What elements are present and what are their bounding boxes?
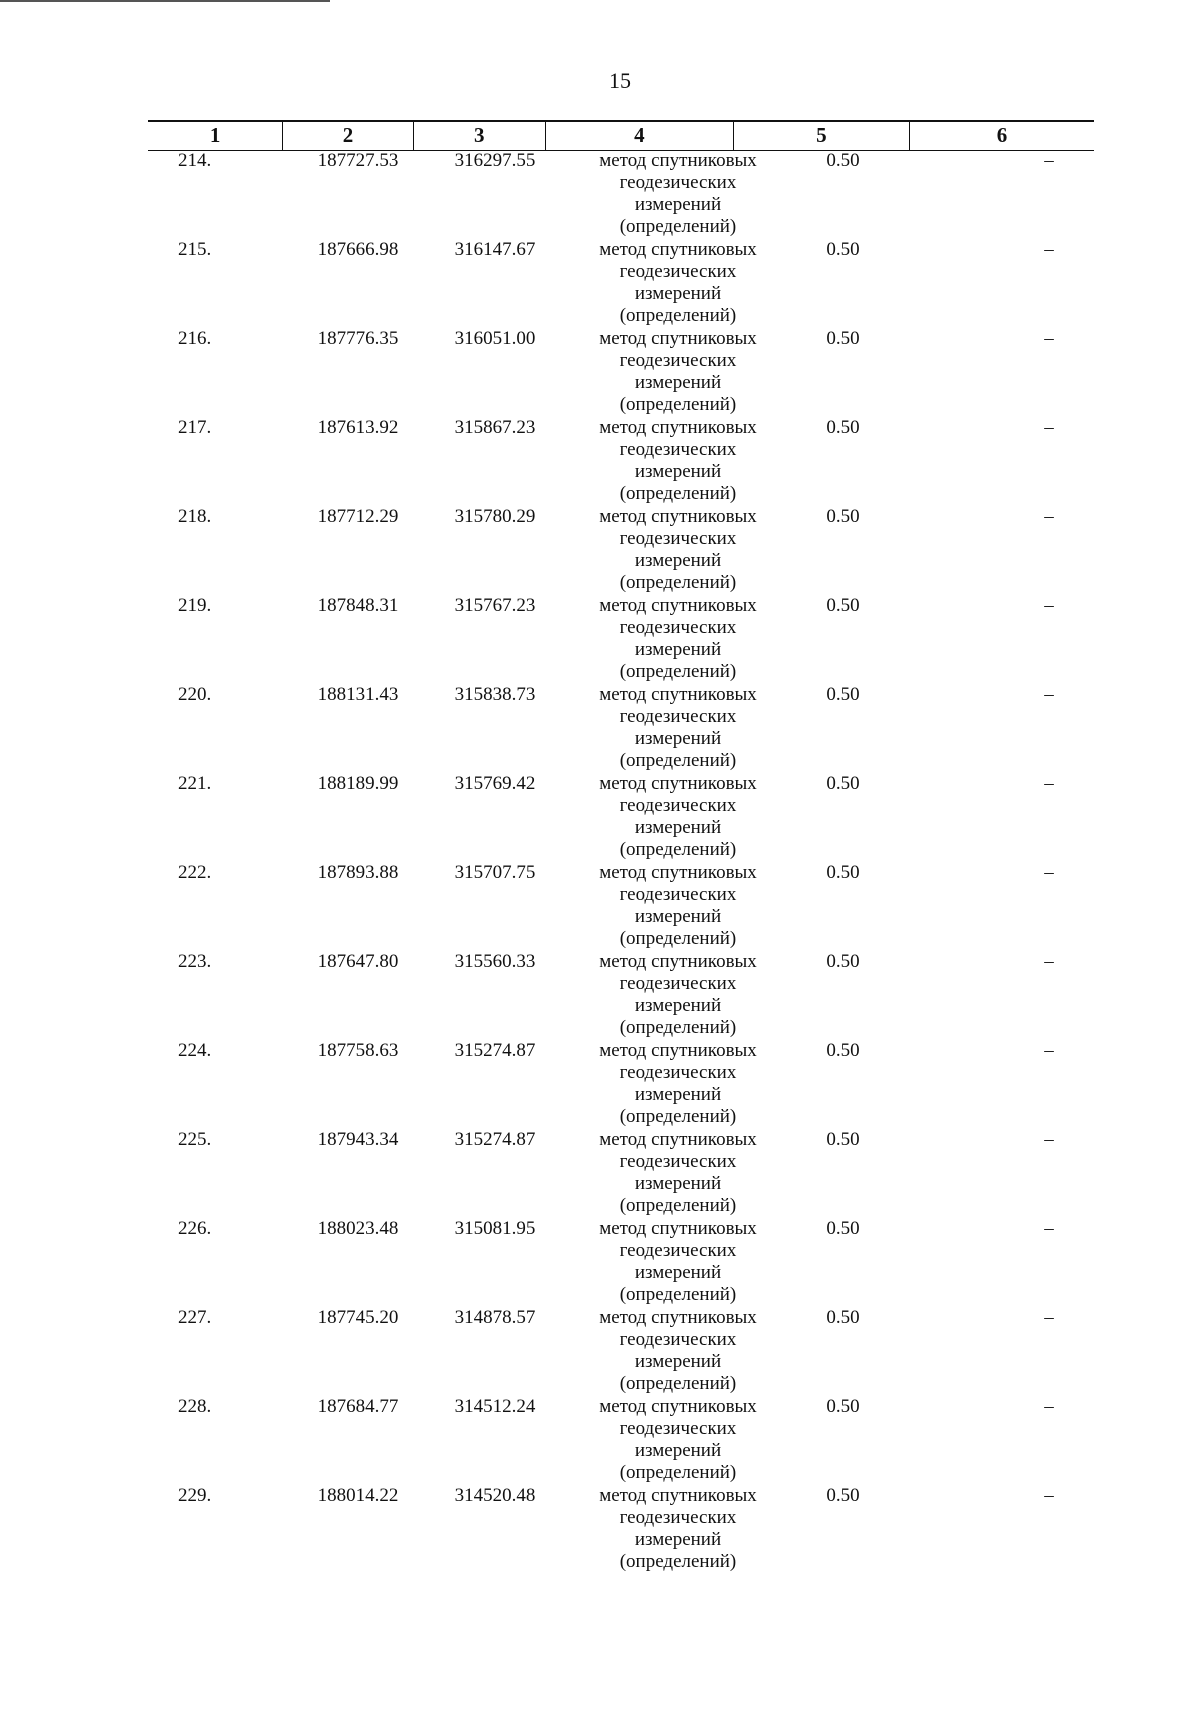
coordinate-x: 187666.98: [317, 239, 399, 260]
point-number: 214.: [178, 150, 212, 171]
method-line: (определений): [619, 1462, 737, 1483]
method-line: геодезических: [619, 1418, 737, 1439]
method-line: метод спутниковых: [599, 595, 757, 616]
coordinate-x: 187776.35: [317, 328, 399, 349]
note-dash: –: [1044, 239, 1054, 260]
coordinate-x: 187712.29: [317, 506, 399, 527]
coordinate-x: 187745.20: [317, 1307, 399, 1328]
coordinate-y: 315707.75: [454, 862, 536, 883]
column-header-6: 6: [909, 122, 1094, 150]
method-line: геодезических: [619, 617, 737, 638]
method-line: метод спутниковых: [599, 773, 757, 794]
point-number: 221.: [178, 773, 212, 794]
method-line: геодезических: [619, 1240, 737, 1261]
method-line: метод спутниковых: [599, 239, 757, 260]
accuracy-value: 0.50: [826, 1307, 860, 1328]
method-cell: [568, 1307, 788, 1395]
table-row: [148, 1485, 1094, 1574]
method-line: метод спутниковых: [599, 1396, 757, 1417]
accuracy-value: 0.50: [826, 417, 860, 438]
method-line: (определений): [619, 839, 737, 860]
table-row: [148, 417, 1094, 506]
method-cell: [568, 773, 788, 861]
coordinate-y: 315274.87: [454, 1040, 536, 1061]
method-line: измерений: [634, 1529, 722, 1550]
method-line: метод спутниковых: [599, 1040, 757, 1061]
accuracy-value: 0.50: [826, 1129, 860, 1150]
coordinate-y: 315081.95: [454, 1218, 536, 1239]
coordinate-y: 315769.42: [454, 773, 536, 794]
coordinate-x: 187943.34: [317, 1129, 399, 1150]
method-line: геодезических: [619, 1329, 737, 1350]
method-line: измерений: [634, 372, 722, 393]
table-row: [148, 328, 1094, 417]
method-line: измерений: [634, 283, 722, 304]
method-line: метод спутниковых: [599, 417, 757, 438]
accuracy-value: 0.50: [826, 1396, 860, 1417]
method-line: метод спутниковых: [599, 1218, 757, 1239]
method-line: измерений: [634, 1173, 722, 1194]
coordinate-y: 314512.24: [454, 1396, 536, 1417]
method-cell: [568, 417, 788, 505]
accuracy-value: 0.50: [826, 1485, 860, 1506]
method-line: (определений): [619, 1106, 737, 1127]
table-row: [148, 150, 1094, 239]
point-number: 227.: [178, 1307, 212, 1328]
note-dash: –: [1044, 773, 1054, 794]
point-number: 219.: [178, 595, 212, 616]
accuracy-value: 0.50: [826, 506, 860, 527]
table-body: [148, 150, 1094, 1574]
accuracy-value: 0.50: [826, 1218, 860, 1239]
accuracy-value: 0.50: [826, 239, 860, 260]
method-line: измерений: [634, 906, 722, 927]
table-row: [148, 1040, 1094, 1129]
method-line: измерений: [634, 1084, 722, 1105]
point-number: 225.: [178, 1129, 212, 1150]
note-dash: –: [1044, 862, 1054, 883]
coordinate-y: 316147.67: [454, 239, 536, 260]
table-row: [148, 773, 1094, 862]
method-line: метод спутниковых: [599, 1129, 757, 1150]
note-dash: –: [1044, 1040, 1054, 1061]
point-number: 215.: [178, 239, 212, 260]
coordinate-x: 188014.22: [317, 1485, 399, 1506]
accuracy-value: 0.50: [826, 150, 860, 171]
point-number: 222.: [178, 862, 212, 883]
method-line: измерений: [634, 1351, 722, 1372]
accuracy-value: 0.50: [826, 773, 860, 794]
accuracy-value: 0.50: [826, 862, 860, 883]
method-line: геодезических: [619, 528, 737, 549]
table-row: [148, 1396, 1094, 1485]
note-dash: –: [1044, 595, 1054, 616]
coordinate-x: 188131.43: [317, 684, 399, 705]
method-cell: [568, 595, 788, 683]
table-row: [148, 1307, 1094, 1396]
coordinate-y: 314520.48: [454, 1485, 536, 1506]
note-dash: –: [1044, 1485, 1054, 1506]
method-line: (определений): [619, 928, 737, 949]
table-row: [148, 239, 1094, 328]
point-number: 216.: [178, 328, 212, 349]
method-line: измерений: [634, 1262, 722, 1283]
method-line: геодезических: [619, 439, 737, 460]
coordinate-y: 315867.23: [454, 417, 536, 438]
method-cell: [568, 684, 788, 772]
method-line: метод спутниковых: [599, 150, 757, 171]
method-cell: [568, 1396, 788, 1484]
coordinate-y: 315838.73: [454, 684, 536, 705]
table-header: [148, 120, 1094, 151]
coordinate-x: 187848.31: [317, 595, 399, 616]
method-cell: [568, 1040, 788, 1128]
column-header-4: 4: [545, 122, 733, 150]
method-line: геодезических: [619, 350, 737, 371]
method-line: геодезических: [619, 884, 737, 905]
coordinate-x: 187727.53: [317, 150, 399, 171]
method-line: геодезических: [619, 1507, 737, 1528]
method-line: геодезических: [619, 172, 737, 193]
method-cell: [568, 239, 788, 327]
table-row: [148, 1129, 1094, 1218]
coordinate-y: 315560.33: [454, 951, 536, 972]
method-line: (определений): [619, 216, 737, 237]
point-number: 218.: [178, 506, 212, 527]
method-line: (определений): [619, 1551, 737, 1572]
method-line: геодезических: [619, 706, 737, 727]
method-cell: [568, 1129, 788, 1217]
table-row: [148, 1218, 1094, 1307]
accuracy-value: 0.50: [826, 328, 860, 349]
accuracy-value: 0.50: [826, 684, 860, 705]
method-cell: [568, 1218, 788, 1306]
note-dash: –: [1044, 328, 1054, 349]
method-cell: [568, 506, 788, 594]
method-line: геодезических: [619, 261, 737, 282]
method-line: измерений: [634, 461, 722, 482]
table-row: [148, 684, 1094, 773]
note-dash: –: [1044, 951, 1054, 972]
coordinate-x: 187613.92: [317, 417, 399, 438]
method-line: измерений: [634, 995, 722, 1016]
method-line: геодезических: [619, 1062, 737, 1083]
note-dash: –: [1044, 1129, 1054, 1150]
coordinate-x: 188189.99: [317, 773, 399, 794]
method-line: (определений): [619, 1195, 737, 1216]
method-line: геодезических: [619, 1151, 737, 1172]
accuracy-value: 0.50: [826, 951, 860, 972]
method-line: метод спутниковых: [599, 1307, 757, 1328]
method-line: геодезических: [619, 795, 737, 816]
table-row: [148, 951, 1094, 1040]
method-line: метод спутниковых: [599, 506, 757, 527]
method-line: метод спутниковых: [599, 684, 757, 705]
accuracy-value: 0.50: [826, 1040, 860, 1061]
method-line: метод спутниковых: [599, 862, 757, 883]
method-line: измерений: [634, 817, 722, 838]
method-line: (определений): [619, 750, 737, 771]
method-line: (определений): [619, 1284, 737, 1305]
top-rule: [0, 0, 330, 2]
method-cell: [568, 1485, 788, 1573]
coordinate-y: 315767.23: [454, 595, 536, 616]
point-number: 220.: [178, 684, 212, 705]
method-line: измерений: [634, 1440, 722, 1461]
method-line: (определений): [619, 572, 737, 593]
point-number: 217.: [178, 417, 212, 438]
method-line: метод спутниковых: [599, 951, 757, 972]
coordinate-y: 314878.57: [454, 1307, 536, 1328]
method-cell: [568, 951, 788, 1039]
coordinate-y: 316297.55: [454, 150, 536, 171]
coordinate-y: 315780.29: [454, 506, 536, 527]
coordinate-x: 187647.80: [317, 951, 399, 972]
method-cell: [568, 862, 788, 950]
accuracy-value: 0.50: [826, 595, 860, 616]
note-dash: –: [1044, 506, 1054, 527]
method-line: метод спутниковых: [599, 1485, 757, 1506]
method-line: (определений): [619, 1373, 737, 1394]
coordinate-y: 316051.00: [454, 328, 536, 349]
method-line: (определений): [619, 661, 737, 682]
column-header-1: 1: [209, 123, 221, 147]
note-dash: –: [1044, 1218, 1054, 1239]
point-number: 229.: [178, 1485, 212, 1506]
method-line: (определений): [619, 305, 737, 326]
coordinate-x: 188023.48: [317, 1218, 399, 1239]
coordinate-y: 315274.87: [454, 1129, 536, 1150]
note-dash: –: [1044, 1396, 1054, 1417]
method-cell: [568, 328, 788, 416]
column-header-5: 5: [733, 122, 909, 150]
method-line: (определений): [619, 394, 737, 415]
note-dash: –: [1044, 684, 1054, 705]
note-dash: –: [1044, 1307, 1054, 1328]
method-line: геодезических: [619, 973, 737, 994]
table-row: [148, 595, 1094, 684]
note-dash: –: [1044, 150, 1054, 171]
column-header-3: 3: [413, 122, 545, 150]
table-row: [148, 862, 1094, 951]
column-header-2: 2: [282, 122, 412, 150]
page-number: 15: [609, 68, 631, 93]
coordinate-x: 187684.77: [317, 1396, 399, 1417]
method-cell: [568, 150, 788, 238]
method-line: метод спутниковых: [599, 328, 757, 349]
note-dash: –: [1044, 417, 1054, 438]
method-line: измерений: [634, 194, 722, 215]
method-line: (определений): [619, 483, 737, 504]
point-number: 226.: [178, 1218, 212, 1239]
method-line: измерений: [634, 639, 722, 660]
point-number: 228.: [178, 1396, 212, 1417]
method-line: измерений: [634, 728, 722, 749]
coordinate-x: 187758.63: [317, 1040, 399, 1061]
coordinate-x: 187893.88: [317, 862, 399, 883]
point-number: 223.: [178, 951, 212, 972]
point-number: 224.: [178, 1040, 212, 1061]
table-row: [148, 506, 1094, 595]
method-line: (определений): [619, 1017, 737, 1038]
method-line: измерений: [634, 550, 722, 571]
